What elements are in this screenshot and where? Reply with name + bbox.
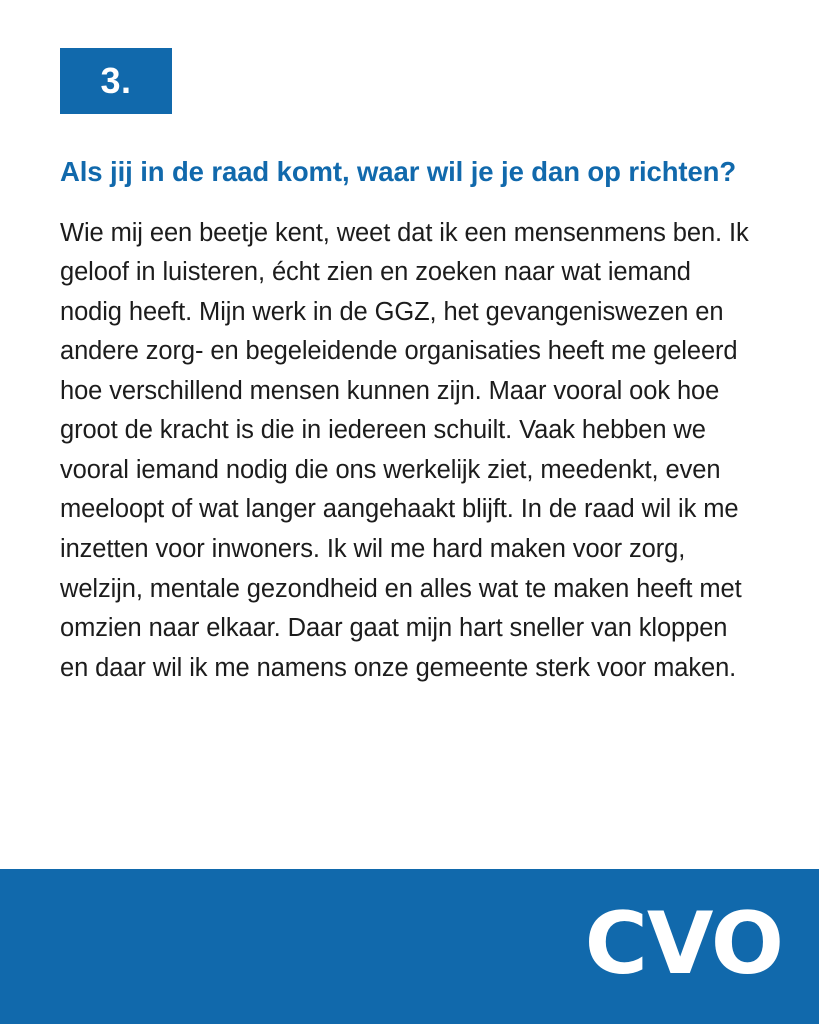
question-number: 3. bbox=[100, 60, 132, 101]
answer-paragraph: Wie mij een beetje kent, weet dat ik een mensenmens ben. Ik geloof in luisteren, écht zien en zoeken naar wat iemand nodig heeft. Mijn werk in de GGZ, het gevangeniswezen en andere zorg- en begeleidende organisaties heeft me geleerd hoe verschillend mensen kunnen zijn. Maar vooral ook hoe groot de kracht is die in iedereen schuilt. Vaak hebben we vooral iemand nodig die ons werkelijk ziet, meedenkt, even meeloopt of wat langer aangehaakt blijft. In de raad wil ik me inzetten voor inwoners. Ik wil me hard maken voor zorg, welzijn, mentale gezondheid en alles wat te maken heeft met omzien naar elkaar. Daar gaat mijn hart sneller van kloppen en daar wil ik me namens onze gemeente sterk voor maken. bbox=[60, 218, 749, 682]
footer-bar bbox=[0, 869, 819, 1024]
question-heading: Als jij in de raad komt, waar wil je je dan op richten? bbox=[60, 156, 737, 187]
question-number-badge bbox=[60, 48, 172, 114]
cvo-logo: CVO bbox=[584, 893, 783, 994]
